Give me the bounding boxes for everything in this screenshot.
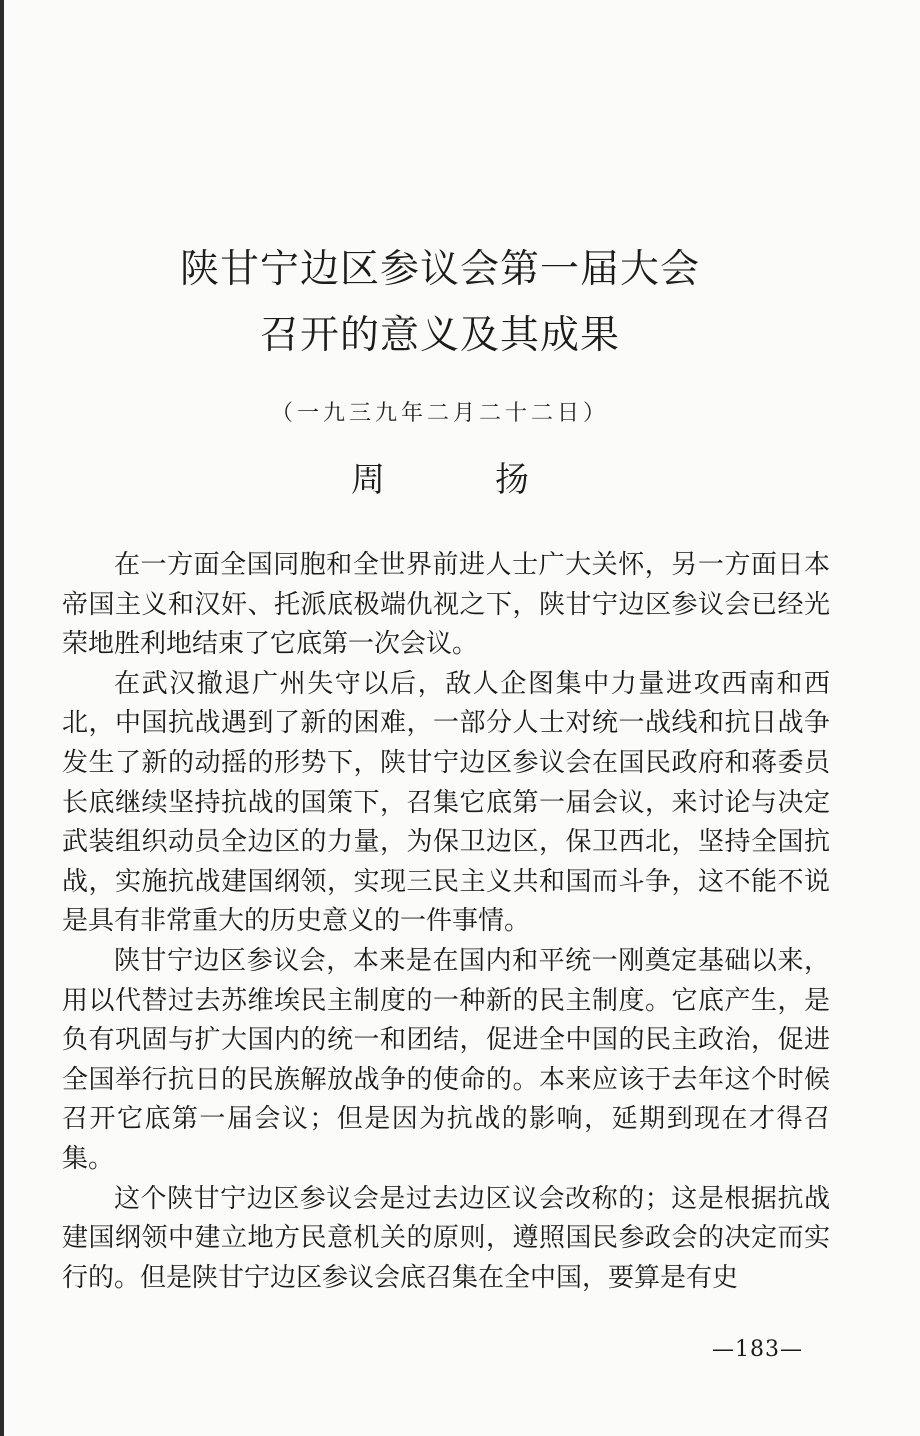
article-body [62,546,830,1298]
paragraph-3: 陕甘宁边区参议会，本来是在国内和平统一刚奠定基础以来，用以代替过去苏维埃民主制度的一种新的民主制度。它底产生，是负有巩固与扩大国内的统一和团结，促进全中国的民主政治，促进全国举行抗日的民族解放战争的使命的。本来应该于去年这个时候召开它底第一届会议；但是因为抗战的影响，延期到现在才得召集。 [62,945,830,1174]
article-title-line-2: 召开的意义及其成果 [259,313,620,358]
article-date: （一九三九年二月二十二日） [270,401,609,426]
paragraph-4: 这个陕甘宁边区参议会是过去边区议会改称的；这是根据抗战建国纲领中建立地方民意机关的原则，遵照国民参政会的决定而实行的。但是陕甘宁边区参议会底召集在全中国，要算是有史 [62,1183,830,1293]
author-name-part-2: 扬 [495,460,529,500]
article-author [0,452,880,501]
article-title-line-1: 陕甘宁边区参议会第一届大会 [179,247,700,292]
page-binding-edge [0,0,4,1436]
paragraph-2: 在武汉撤退广州失守以后，敌人企图集中力量进攻西南和西北，中国抗战遇到了新的困难，一部分人士对统一战线和抗日战争发生了新的动摇的形势下，陕甘宁边区参议会在国民政府和蒋委员长底继续坚持抗战的国策下，召集它底第一届会议，来讨论与决定武装组织动员全边区的力量，为保卫边区，保卫西北，坚持全国抗战，实施抗战建国纲领，实现三民主义共和国而斗争，这不能不说是具有非常重大的历史意义的一件事情。 [62,668,830,937]
author-name-part-1: 周 [351,460,385,500]
paragraph-1: 在一方面全国同胞和全世界前进人士广大关怀，另一方面日本帝国主义和汉奸、托派底极端仇视之下，陕甘宁边区参议会已经光荣地胜利地结束了它底第一次会议。 [62,550,830,660]
page-number: —183— [712,1337,803,1362]
